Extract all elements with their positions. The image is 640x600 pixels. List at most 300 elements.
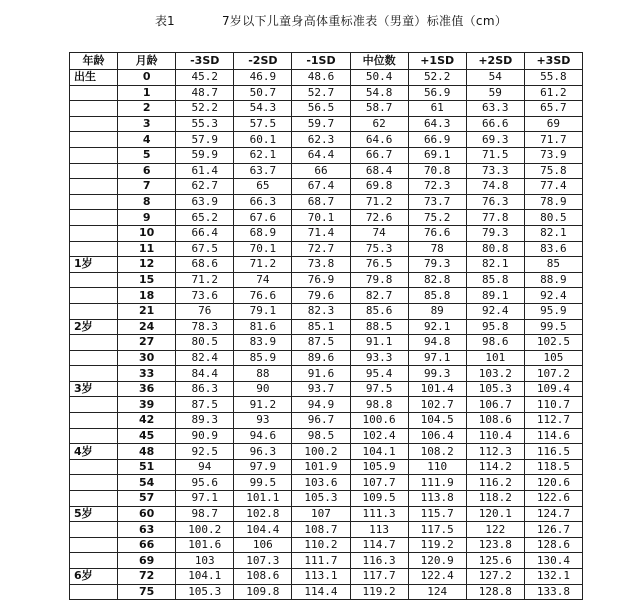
table-row — [70, 350, 583, 366]
month-cell: 2 — [118, 101, 176, 117]
header-row — [70, 53, 583, 70]
value-cell: 87.5 — [176, 397, 234, 413]
value-cell: 112.3 — [466, 444, 524, 460]
age-cell — [70, 553, 118, 569]
value-cell: 76.5 — [350, 257, 408, 273]
value-cell: 67.5 — [176, 241, 234, 257]
value-cell: 76.9 — [292, 272, 350, 288]
header-age: 年龄 — [70, 53, 118, 70]
value-cell: 128.6 — [524, 537, 582, 553]
value-cell: 79.3 — [466, 225, 524, 241]
value-cell: 85.8 — [408, 288, 466, 304]
value-cell: 77.4 — [524, 179, 582, 195]
value-cell: 93.3 — [350, 350, 408, 366]
value-cell: 96.7 — [292, 413, 350, 429]
value-cell: 71.2 — [350, 194, 408, 210]
value-cell: 110 — [408, 459, 466, 475]
value-cell: 107 — [292, 506, 350, 522]
value-cell: 59.7 — [292, 116, 350, 132]
month-cell: 39 — [118, 397, 176, 413]
value-cell: 70.1 — [292, 210, 350, 226]
value-cell: 95.4 — [350, 366, 408, 382]
value-cell: 101.9 — [292, 459, 350, 475]
value-cell: 107.2 — [524, 366, 582, 382]
table-row — [70, 272, 583, 288]
value-cell: 85 — [524, 257, 582, 273]
table-body — [70, 70, 583, 600]
age-cell: 5岁 — [70, 506, 118, 522]
table-row — [70, 116, 583, 132]
value-cell: 126.7 — [524, 522, 582, 538]
value-cell: 62.1 — [234, 147, 292, 163]
value-cell: 110.4 — [466, 428, 524, 444]
value-cell: 67.6 — [234, 210, 292, 226]
value-cell: 106 — [234, 537, 292, 553]
value-cell: 80.5 — [524, 210, 582, 226]
value-cell: 128.8 — [466, 584, 524, 600]
value-cell: 91.2 — [234, 397, 292, 413]
value-cell: 95.9 — [524, 303, 582, 319]
value-cell: 82.1 — [524, 225, 582, 241]
value-cell: 95.8 — [466, 319, 524, 335]
value-cell: 70.1 — [234, 241, 292, 257]
value-cell: 82.4 — [176, 350, 234, 366]
month-cell: 0 — [118, 70, 176, 86]
value-cell: 78 — [408, 241, 466, 257]
value-cell: 71.2 — [234, 257, 292, 273]
table-row — [70, 147, 583, 163]
value-cell: 117.7 — [350, 569, 408, 585]
value-cell: 89.6 — [292, 350, 350, 366]
value-cell: 98.8 — [350, 397, 408, 413]
table-row — [70, 569, 583, 585]
value-cell: 88.5 — [350, 319, 408, 335]
value-cell: 108.7 — [292, 522, 350, 538]
value-cell: 92.5 — [176, 444, 234, 460]
value-cell: 111.7 — [292, 553, 350, 569]
value-cell: 80.5 — [176, 335, 234, 351]
age-cell — [70, 522, 118, 538]
value-cell: 92.4 — [524, 288, 582, 304]
age-cell — [70, 179, 118, 195]
table-row — [70, 225, 583, 241]
age-cell — [70, 413, 118, 429]
value-cell: 71.2 — [176, 272, 234, 288]
value-cell: 74 — [234, 272, 292, 288]
age-cell: 2岁 — [70, 319, 118, 335]
value-cell: 102.5 — [524, 335, 582, 351]
value-cell: 94.9 — [292, 397, 350, 413]
value-cell: 130.4 — [524, 553, 582, 569]
value-cell: 79.8 — [350, 272, 408, 288]
value-cell: 115.7 — [408, 506, 466, 522]
value-cell: 79.3 — [408, 257, 466, 273]
header-minus3sd: -3SD — [176, 53, 234, 70]
value-cell: 55.3 — [176, 116, 234, 132]
value-cell: 56.5 — [292, 101, 350, 117]
value-cell: 59.9 — [176, 147, 234, 163]
value-cell: 89.1 — [466, 288, 524, 304]
value-cell: 107.3 — [234, 553, 292, 569]
value-cell: 104.5 — [408, 413, 466, 429]
value-cell: 105.9 — [350, 459, 408, 475]
value-cell: 133.8 — [524, 584, 582, 600]
value-cell: 67.4 — [292, 179, 350, 195]
age-cell — [70, 147, 118, 163]
value-cell: 45.2 — [176, 70, 234, 86]
value-cell: 71.7 — [524, 132, 582, 148]
value-cell: 64.3 — [408, 116, 466, 132]
value-cell: 122 — [466, 522, 524, 538]
table-row — [70, 319, 583, 335]
table-row — [70, 257, 583, 273]
value-cell: 82.1 — [466, 257, 524, 273]
value-cell: 69 — [524, 116, 582, 132]
value-cell: 96.3 — [234, 444, 292, 460]
value-cell: 101.1 — [234, 491, 292, 507]
value-cell: 101.4 — [408, 381, 466, 397]
age-cell: 出生 — [70, 70, 118, 86]
value-cell: 69.1 — [408, 147, 466, 163]
value-cell: 76.3 — [466, 194, 524, 210]
table-row — [70, 179, 583, 195]
value-cell: 50.4 — [350, 70, 408, 86]
value-cell: 108.2 — [408, 444, 466, 460]
value-cell: 94.8 — [408, 335, 466, 351]
value-cell: 117.5 — [408, 522, 466, 538]
value-cell: 105 — [524, 350, 582, 366]
table-row — [70, 553, 583, 569]
value-cell: 62.3 — [292, 132, 350, 148]
month-cell: 54 — [118, 475, 176, 491]
value-cell: 105.3 — [292, 491, 350, 507]
value-cell: 120.6 — [524, 475, 582, 491]
value-cell: 75.8 — [524, 163, 582, 179]
value-cell: 78.9 — [524, 194, 582, 210]
value-cell: 58.7 — [350, 101, 408, 117]
value-cell: 109.5 — [350, 491, 408, 507]
age-cell — [70, 272, 118, 288]
value-cell: 97.9 — [234, 459, 292, 475]
value-cell: 114.6 — [524, 428, 582, 444]
month-cell: 36 — [118, 381, 176, 397]
value-cell: 66.4 — [176, 225, 234, 241]
value-cell: 65.7 — [524, 101, 582, 117]
age-cell — [70, 491, 118, 507]
age-cell — [70, 475, 118, 491]
header-minus2sd: -2SD — [234, 53, 292, 70]
month-cell: 33 — [118, 366, 176, 382]
value-cell: 110.7 — [524, 397, 582, 413]
value-cell: 109.4 — [524, 381, 582, 397]
table-row — [70, 413, 583, 429]
value-cell: 65 — [234, 179, 292, 195]
age-cell — [70, 85, 118, 101]
value-cell: 119.2 — [350, 584, 408, 600]
month-cell: 72 — [118, 569, 176, 585]
value-cell: 123.8 — [466, 537, 524, 553]
value-cell: 52.7 — [292, 85, 350, 101]
value-cell: 113.1 — [292, 569, 350, 585]
value-cell: 116.2 — [466, 475, 524, 491]
value-cell: 90.9 — [176, 428, 234, 444]
value-cell: 79.6 — [292, 288, 350, 304]
month-cell: 4 — [118, 132, 176, 148]
value-cell: 122.6 — [524, 491, 582, 507]
value-cell: 48.6 — [292, 70, 350, 86]
value-cell: 90 — [234, 381, 292, 397]
value-cell: 93.7 — [292, 381, 350, 397]
value-cell: 113 — [350, 522, 408, 538]
value-cell: 68.7 — [292, 194, 350, 210]
value-cell: 54 — [466, 70, 524, 86]
value-cell: 108.6 — [466, 413, 524, 429]
value-cell: 100.6 — [350, 413, 408, 429]
height-standard-table — [69, 52, 583, 600]
value-cell: 76.6 — [234, 288, 292, 304]
value-cell: 66.6 — [466, 116, 524, 132]
value-cell: 111.9 — [408, 475, 466, 491]
table-row — [70, 303, 583, 319]
value-cell: 69.3 — [466, 132, 524, 148]
age-cell — [70, 335, 118, 351]
month-cell: 11 — [118, 241, 176, 257]
month-cell: 75 — [118, 584, 176, 600]
value-cell: 86.3 — [176, 381, 234, 397]
value-cell: 76.6 — [408, 225, 466, 241]
value-cell: 73.6 — [176, 288, 234, 304]
value-cell: 59 — [466, 85, 524, 101]
age-cell — [70, 366, 118, 382]
value-cell: 88 — [234, 366, 292, 382]
age-cell — [70, 428, 118, 444]
value-cell: 82.3 — [292, 303, 350, 319]
month-cell: 8 — [118, 194, 176, 210]
age-cell — [70, 116, 118, 132]
value-cell: 80.8 — [466, 241, 524, 257]
age-cell: 6岁 — [70, 569, 118, 585]
value-cell: 110.2 — [292, 537, 350, 553]
value-cell: 106.7 — [466, 397, 524, 413]
month-cell: 51 — [118, 459, 176, 475]
value-cell: 92.1 — [408, 319, 466, 335]
value-cell: 72.3 — [408, 179, 466, 195]
table-row — [70, 475, 583, 491]
value-cell: 75.2 — [408, 210, 466, 226]
value-cell: 102.7 — [408, 397, 466, 413]
value-cell: 124.7 — [524, 506, 582, 522]
value-cell: 63.7 — [234, 163, 292, 179]
value-cell: 85.8 — [466, 272, 524, 288]
value-cell: 61 — [408, 101, 466, 117]
value-cell: 120.1 — [466, 506, 524, 522]
value-cell: 112.7 — [524, 413, 582, 429]
value-cell: 104.1 — [176, 569, 234, 585]
value-cell: 74.8 — [466, 179, 524, 195]
value-cell: 46.9 — [234, 70, 292, 86]
value-cell: 68.9 — [234, 225, 292, 241]
value-cell: 82.7 — [350, 288, 408, 304]
age-cell — [70, 303, 118, 319]
table-row — [70, 491, 583, 507]
value-cell: 111.3 — [350, 506, 408, 522]
value-cell: 104.4 — [234, 522, 292, 538]
value-cell: 103.2 — [466, 366, 524, 382]
value-cell: 62.7 — [176, 179, 234, 195]
month-cell: 30 — [118, 350, 176, 366]
value-cell: 109.8 — [234, 584, 292, 600]
value-cell: 103 — [176, 553, 234, 569]
month-cell: 9 — [118, 210, 176, 226]
value-cell: 75.3 — [350, 241, 408, 257]
value-cell: 71.4 — [292, 225, 350, 241]
table-row — [70, 288, 583, 304]
value-cell: 114.2 — [466, 459, 524, 475]
value-cell: 50.7 — [234, 85, 292, 101]
table-row — [70, 241, 583, 257]
value-cell: 97.5 — [350, 381, 408, 397]
month-cell: 63 — [118, 522, 176, 538]
value-cell: 77.8 — [466, 210, 524, 226]
title-row — [0, 8, 640, 32]
value-cell: 103.6 — [292, 475, 350, 491]
header-plus3sd: +3SD — [524, 53, 582, 70]
value-cell: 71.5 — [466, 147, 524, 163]
table-row — [70, 584, 583, 600]
value-cell: 107.7 — [350, 475, 408, 491]
value-cell: 64.4 — [292, 147, 350, 163]
month-cell: 7 — [118, 179, 176, 195]
value-cell: 114.4 — [292, 584, 350, 600]
table-row — [70, 194, 583, 210]
value-cell: 72.7 — [292, 241, 350, 257]
value-cell: 118.2 — [466, 491, 524, 507]
value-cell: 70.8 — [408, 163, 466, 179]
age-cell — [70, 350, 118, 366]
month-cell: 3 — [118, 116, 176, 132]
table-row — [70, 101, 583, 117]
value-cell: 97.1 — [176, 491, 234, 507]
value-cell: 87.5 — [292, 335, 350, 351]
table-row — [70, 366, 583, 382]
value-cell: 119.2 — [408, 537, 466, 553]
month-cell: 1 — [118, 85, 176, 101]
value-cell: 73.7 — [408, 194, 466, 210]
table-row — [70, 428, 583, 444]
value-cell: 54.3 — [234, 101, 292, 117]
month-cell: 66 — [118, 537, 176, 553]
table-row — [70, 335, 583, 351]
value-cell: 69.8 — [350, 179, 408, 195]
value-cell: 101 — [466, 350, 524, 366]
month-cell: 10 — [118, 225, 176, 241]
header-plus1sd: +1SD — [408, 53, 466, 70]
value-cell: 125.6 — [466, 553, 524, 569]
value-cell: 84.4 — [176, 366, 234, 382]
value-cell: 83.6 — [524, 241, 582, 257]
value-cell: 52.2 — [408, 70, 466, 86]
value-cell: 88.9 — [524, 272, 582, 288]
value-cell: 91.6 — [292, 366, 350, 382]
value-cell: 89.3 — [176, 413, 234, 429]
value-cell: 118.5 — [524, 459, 582, 475]
age-cell — [70, 194, 118, 210]
value-cell: 104.1 — [350, 444, 408, 460]
age-cell — [70, 241, 118, 257]
value-cell: 101.6 — [176, 537, 234, 553]
value-cell: 66.3 — [234, 194, 292, 210]
month-cell: 60 — [118, 506, 176, 522]
table-row — [70, 85, 583, 101]
age-cell — [70, 397, 118, 413]
value-cell: 52.2 — [176, 101, 234, 117]
value-cell: 113.8 — [408, 491, 466, 507]
value-cell: 106.4 — [408, 428, 466, 444]
value-cell: 85.9 — [234, 350, 292, 366]
month-cell: 45 — [118, 428, 176, 444]
header-minus1sd: -1SD — [292, 53, 350, 70]
value-cell: 132.1 — [524, 569, 582, 585]
value-cell: 65.2 — [176, 210, 234, 226]
value-cell: 99.5 — [524, 319, 582, 335]
value-cell: 97.1 — [408, 350, 466, 366]
value-cell: 68.4 — [350, 163, 408, 179]
value-cell: 92.4 — [466, 303, 524, 319]
value-cell: 81.6 — [234, 319, 292, 335]
value-cell: 100.2 — [292, 444, 350, 460]
value-cell: 102.8 — [234, 506, 292, 522]
table-row — [70, 459, 583, 475]
age-cell: 3岁 — [70, 381, 118, 397]
table-row — [70, 444, 583, 460]
value-cell: 66.9 — [408, 132, 466, 148]
value-cell: 63.9 — [176, 194, 234, 210]
table-row — [70, 537, 583, 553]
table-label: 表1 — [155, 14, 175, 28]
month-cell: 27 — [118, 335, 176, 351]
value-cell: 56.9 — [408, 85, 466, 101]
value-cell: 73.3 — [466, 163, 524, 179]
month-cell: 18 — [118, 288, 176, 304]
value-cell: 57.9 — [176, 132, 234, 148]
month-cell: 57 — [118, 491, 176, 507]
value-cell: 83.9 — [234, 335, 292, 351]
month-cell: 69 — [118, 553, 176, 569]
value-cell: 124 — [408, 584, 466, 600]
value-cell: 76 — [176, 303, 234, 319]
value-cell: 99.5 — [234, 475, 292, 491]
age-cell — [70, 225, 118, 241]
header-month: 月龄 — [118, 53, 176, 70]
month-cell: 42 — [118, 413, 176, 429]
value-cell: 48.7 — [176, 85, 234, 101]
age-cell: 4岁 — [70, 444, 118, 460]
value-cell: 62 — [350, 116, 408, 132]
age-cell — [70, 584, 118, 600]
value-cell: 61.2 — [524, 85, 582, 101]
value-cell: 74 — [350, 225, 408, 241]
month-cell: 15 — [118, 272, 176, 288]
value-cell: 98.6 — [466, 335, 524, 351]
value-cell: 73.8 — [292, 257, 350, 273]
value-cell: 79.1 — [234, 303, 292, 319]
value-cell: 73.9 — [524, 147, 582, 163]
value-cell: 85.1 — [292, 319, 350, 335]
value-cell: 82.8 — [408, 272, 466, 288]
age-cell — [70, 101, 118, 117]
value-cell: 61.4 — [176, 163, 234, 179]
table-title: 7岁以下儿童身高体重标准表（男童）标准值（cm） — [222, 14, 508, 28]
